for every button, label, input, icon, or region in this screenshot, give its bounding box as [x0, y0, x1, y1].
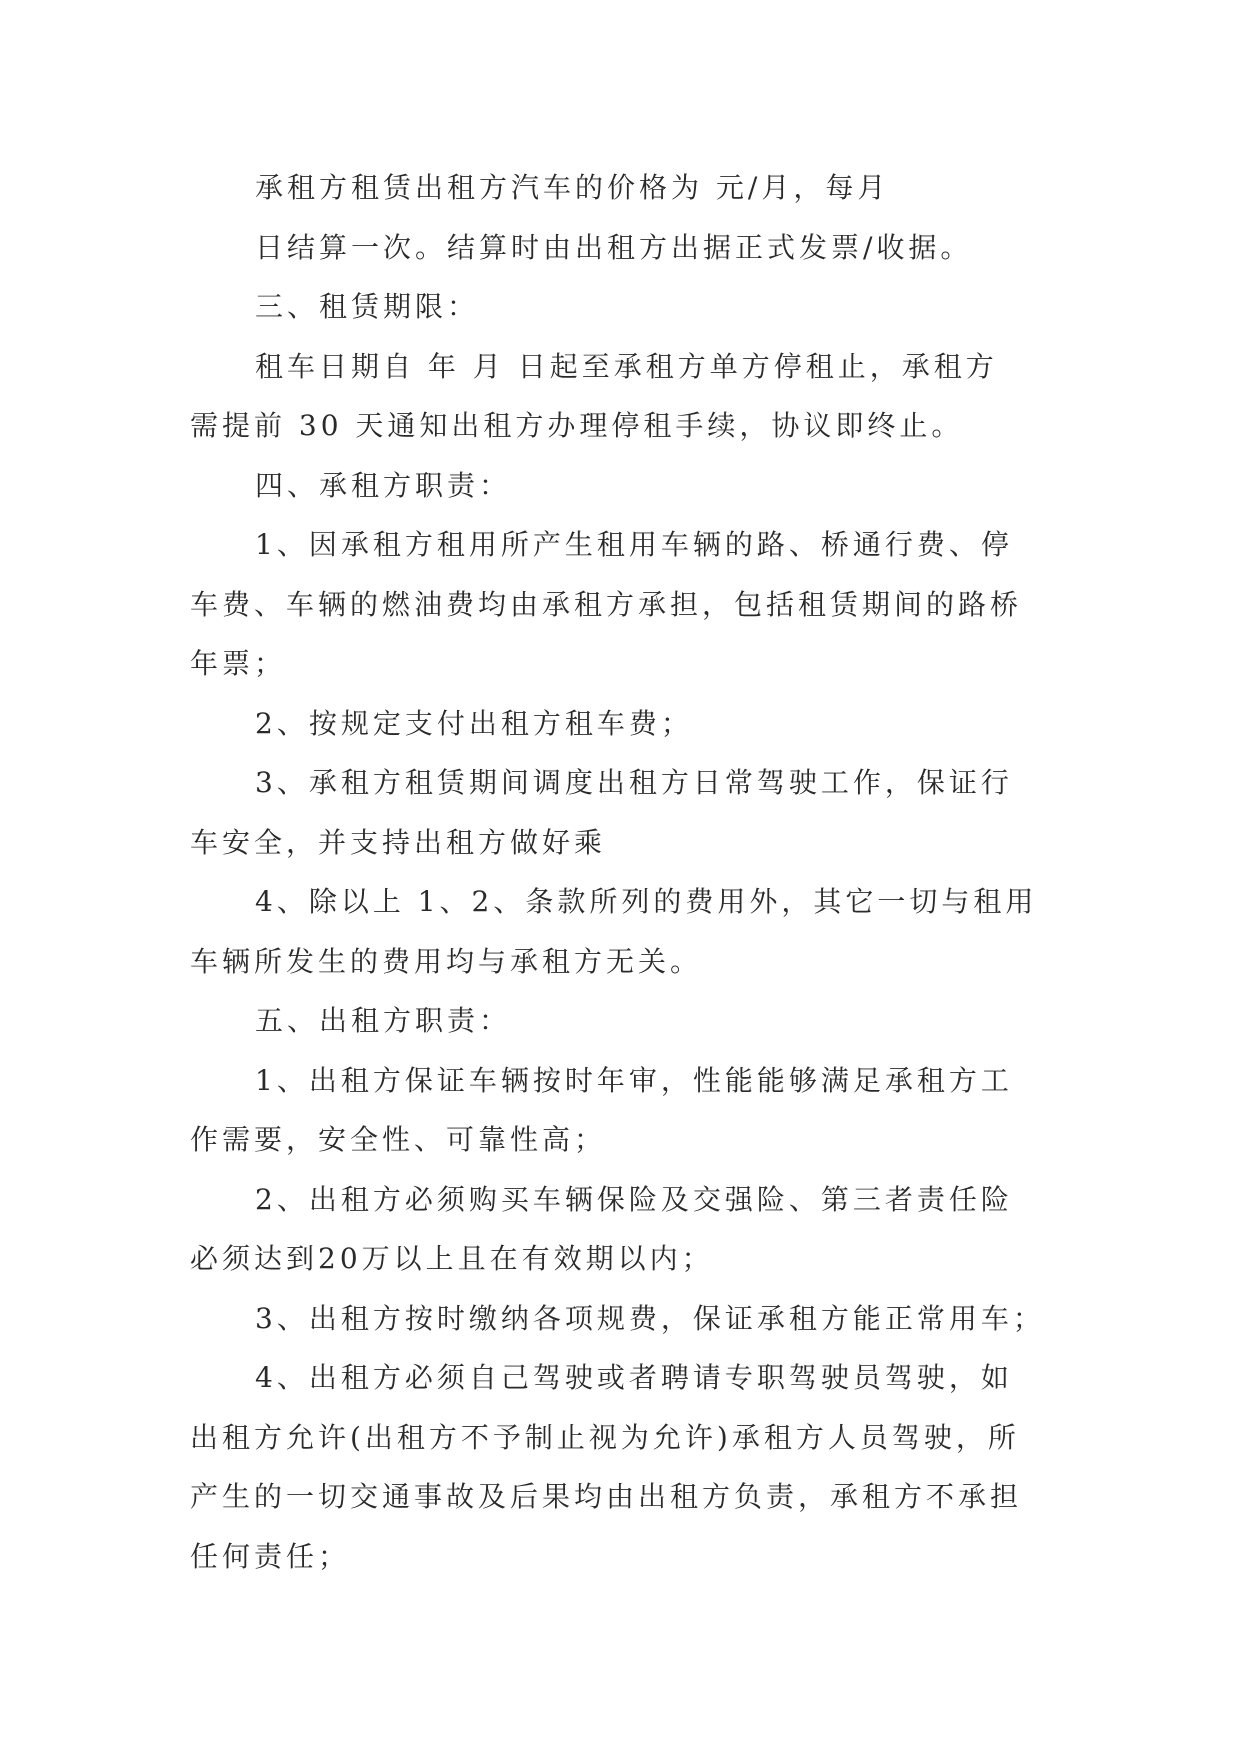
- text-line: 车费、车辆的燃油费均由承租方承担，包括租赁期间的路桥: [190, 587, 1023, 621]
- document-page: [190, 158, 1050, 1586]
- text-line: 车辆所发生的费用均与承租方无关。: [190, 944, 703, 978]
- document-body: [190, 158, 1050, 1586]
- text-line: 产生的一切交通事故及后果均由出租方负责，承租方不承担: [190, 1480, 1023, 1513]
- text-line: 4、除以上 1、2、条款所列的费用外，其它一切与租用: [255, 885, 1038, 918]
- text-line: 3、出租方按时缴纳各项规费，保证承租方能正常用车；: [255, 1301, 1045, 1335]
- text-line: 出租方允许(出租方不予制止视为允许)承租方人员驾驶，所: [190, 1420, 1020, 1454]
- text-line: 1、出租方保证车辆按时年审，性能能够满足承租方工: [255, 1063, 1013, 1097]
- text-line: 3、承租方租赁期间调度出租方日常驾驶工作，保证行: [255, 766, 1013, 799]
- text-line: 三、租赁期限：: [255, 290, 480, 323]
- text-line: 四、承租方职责：: [255, 468, 512, 502]
- text-line: 日结算一次。结算时由出租方出据正式发票/收据。: [255, 230, 973, 264]
- text-line: 车安全，并支持出租方做好乘: [190, 825, 607, 859]
- text-line: 1、因承租方租用所产生租用车辆的路、桥通行费、停: [255, 528, 1013, 561]
- text-line: 年票；: [190, 647, 287, 680]
- text-line: 2、出租方必须购买车辆保险及交强险、第三者责任险: [255, 1182, 1013, 1216]
- text-line: 作需要，安全性、可靠性高；: [190, 1123, 607, 1156]
- text-line: 4、出租方必须自己驾驶或者聘请专职驾驶员驾驶，如: [255, 1361, 1013, 1394]
- text-line: 2、按规定支付出租方租车费；: [255, 706, 693, 740]
- text-line: 必须达到20万以上且在有效期以内；: [190, 1242, 714, 1275]
- text-line: 五、出租方职责：: [255, 1004, 512, 1037]
- text-line: 需提前 30 天通知出租方办理停租手续，协议即终止。: [190, 409, 964, 442]
- text-line: 任何责任；: [190, 1539, 351, 1573]
- text-line: 租车日期自 年 月 日起至承租方单方停租止，承租方: [255, 349, 998, 383]
- text-line: 承租方租赁出租方汽车的价格为 元/月，每月: [255, 171, 890, 204]
